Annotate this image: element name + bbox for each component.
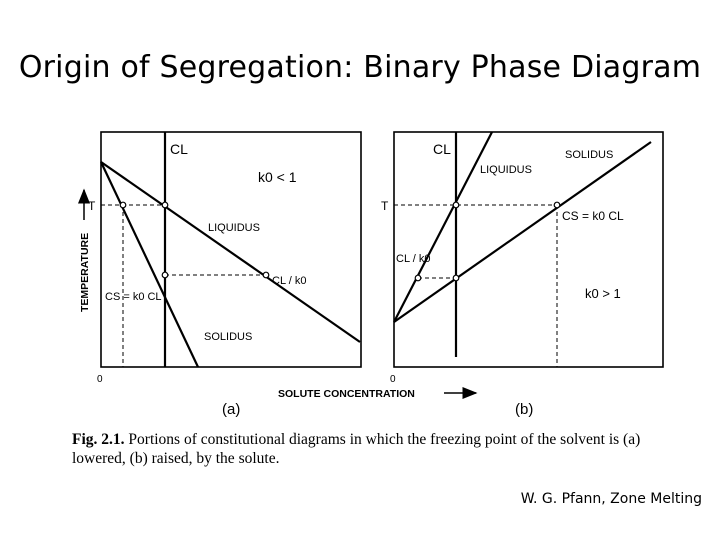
panel-a-cs-equation: CS = k0 CL (105, 291, 162, 303)
caption-text: Portions of constitutional diagrams in which the freezing point of the solvent is (a) lowered, (b) raised, by the solute. (72, 431, 641, 467)
panel-a-clk0-label: CL / k0 (272, 275, 307, 287)
panel-a-tag: (a) (222, 401, 241, 418)
source-credit: W. G. Pfann, Zone Melting (520, 491, 702, 507)
panel-b-t-tick: T (381, 199, 389, 213)
panel-b-point-solidus (453, 275, 459, 281)
slide-title: Origin of Segregation: Binary Phase Diagram (18, 50, 702, 85)
panel-a-point-cl (162, 202, 168, 208)
panel-b-point-cl (453, 202, 459, 208)
panel-a-liquidus-line (101, 162, 360, 342)
panel-a-solidus-line (101, 162, 198, 367)
panel-b-clk0-label: CL / k0 (396, 253, 431, 265)
panel-a-point-cs (120, 202, 126, 208)
panel-a-k0-condition: k0 < 1 (258, 169, 297, 185)
panel-b-cl-label: CL (433, 141, 451, 157)
panel-b-liquidus-label: LIQUIDUS (480, 164, 532, 176)
panel-b-liquidus-line (394, 132, 492, 322)
panel-b-k0-condition: k0 > 1 (585, 286, 621, 301)
panel-a-cl-label: CL (170, 141, 188, 157)
panel-b-tag: (b) (515, 401, 534, 418)
panel-b-point-clk0 (415, 275, 421, 281)
panel-a-point-solidus (162, 272, 168, 278)
panel-a-origin: 0 (97, 374, 103, 385)
y-axis-label: TEMPERATURE (79, 232, 91, 312)
caption-fig-number: Fig. 2.1. (72, 431, 125, 448)
panel-a-solidus-label: SOLIDUS (204, 331, 253, 343)
panel-b-solidus-label: SOLIDUS (565, 149, 614, 161)
x-axis-label: SOLUTE CONCENTRATION (278, 388, 415, 400)
panel-a-t-tick: T (88, 199, 96, 213)
panel-a-liquidus-label: LIQUIDUS (208, 222, 260, 234)
figure-caption (72, 430, 672, 468)
panel-b-cs-equation: CS = k0 CL (562, 209, 624, 223)
panel-b-origin: 0 (390, 374, 396, 385)
panel-a-point-liquidus (263, 272, 269, 278)
panel-b-point-cs (554, 202, 560, 208)
